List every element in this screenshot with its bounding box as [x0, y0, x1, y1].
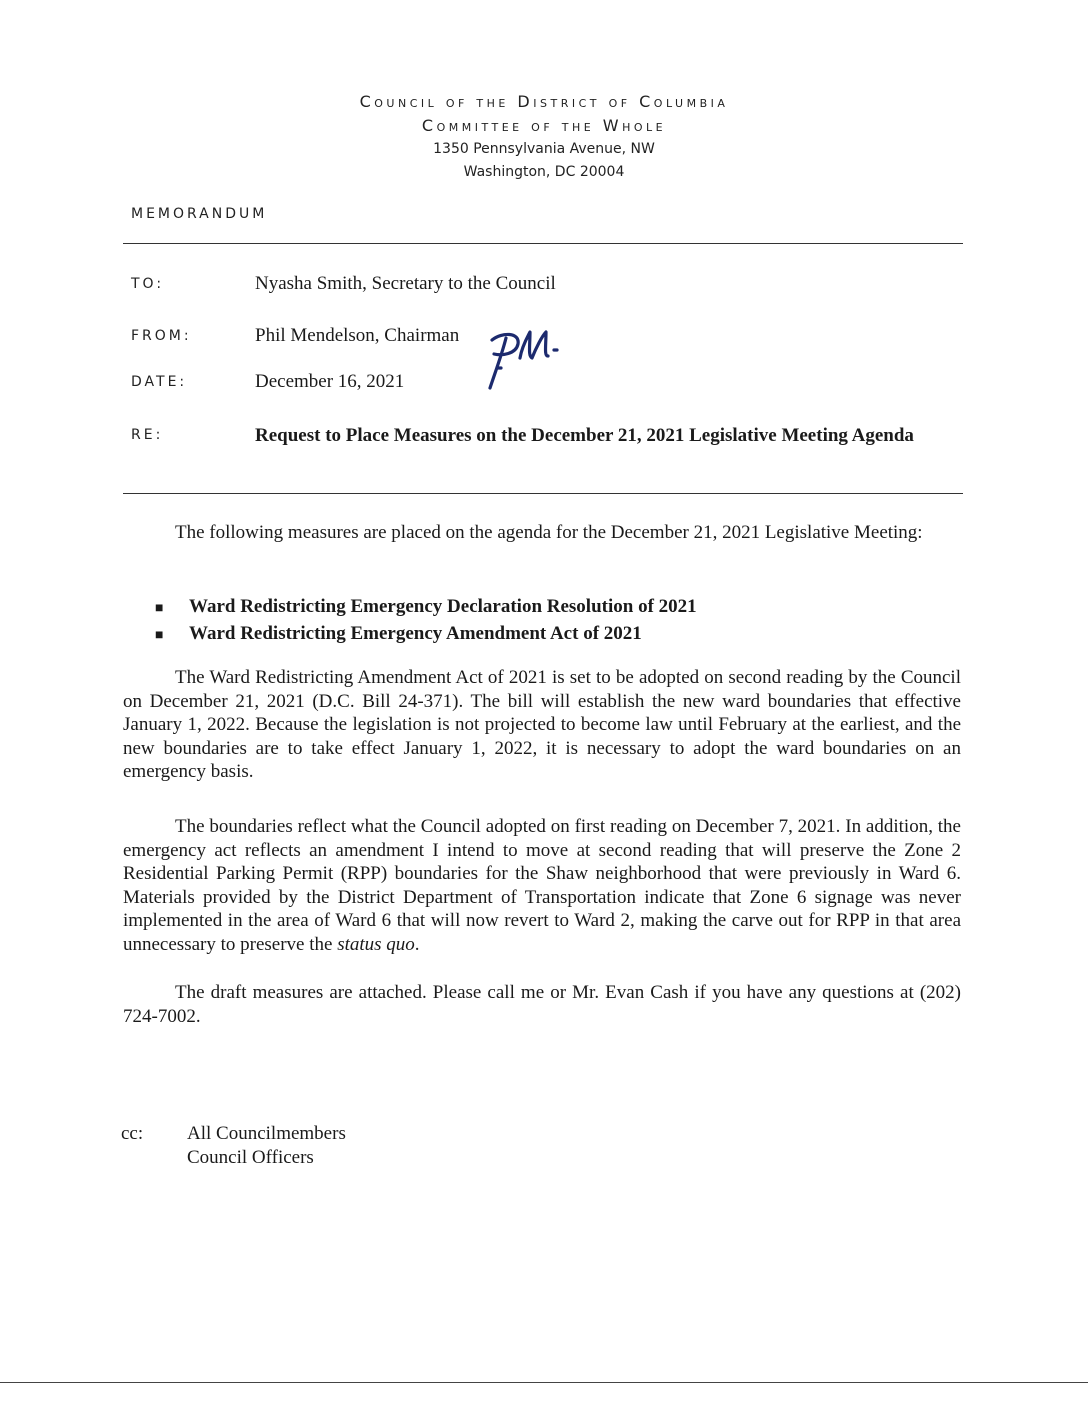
signature-icon — [462, 318, 572, 398]
cc-recipient-2: Council Officers — [187, 1147, 314, 1168]
from-value: Phil Mendelson, Chairman — [255, 325, 460, 346]
memorandum-label: MEMORANDUM — [131, 206, 268, 222]
page-bottom-rule — [0, 1382, 1088, 1383]
paragraph-3 — [123, 815, 961, 956]
intro-text: The following measures are placed on the agenda for the December 21, 2021 Legislative Meeting: — [175, 522, 923, 543]
bullet-icon: ■ — [155, 628, 164, 643]
address-line-2: Washington, DC 20004 — [463, 164, 625, 180]
re-value: Request to Place Measures on the December 21, 2021 Legislative Meeting Agenda — [255, 425, 914, 446]
to-value: Nyasha Smith, Secretary to the Council — [255, 273, 556, 294]
to-label: TO: — [131, 276, 165, 292]
letterhead — [0, 90, 1088, 184]
address-line-1: 1350 Pennsylvania Avenue, NW — [433, 141, 655, 157]
cc-label: cc: — [121, 1123, 144, 1144]
paragraph-2 — [123, 666, 961, 784]
cc-block — [121, 1122, 346, 1170]
date-value: December 16, 2021 — [255, 371, 405, 392]
list-item — [155, 621, 697, 648]
header-bottom-rule — [123, 493, 963, 494]
measure-2: Ward Redistricting Emergency Amendment Act of 2021 — [189, 623, 642, 644]
paragraph-3-text: The boundaries reflect what the Council adopted on first reading on December 7, 2021. In addition, the emergency act reflects an amendment I intend to move at second reading that will preserve the Zone 2 Residential Parking Permit (RPP) boundaries for the Shaw neighborhood that were previously in Ward 6. Materials provided by the District Department of Transportation indicate that Zone 6 signage was never implemented in the area of Ward 6 that will now revert to Ward 2, making the carve out for RPP in that area unnecessary to preserve the — [123, 816, 961, 955]
date-label: DATE: — [131, 374, 188, 390]
cc-recipient-1: All Councilmembers — [187, 1123, 346, 1144]
paragraph-4 — [123, 981, 961, 1028]
council-name: Council of the District of Columbia — [359, 92, 729, 111]
committee-name: Committee of the Whole — [421, 116, 667, 135]
paragraph-2-text: The Ward Redistricting Amendment Act of 2021 is set to be adopted on second reading by the Council on December 21, 2021 (D.C. Bill 24-371). The bill will establish the new ward boundaries that effective January 1, 2022. Because the legislation is not projected to become law until February at the earliest, and the new boundaries are to take effect January 1, 2022, it is necessary to adopt the ward boundaries on an emergency basis. — [123, 667, 961, 782]
measure-1: Ward Redistricting Emergency Declaration Resolution of 2021 — [189, 596, 697, 617]
paragraph-3-end: . — [414, 933, 420, 955]
header-top-rule — [123, 243, 963, 244]
status-quo-italic: status quo — [337, 933, 415, 955]
bullet-icon: ■ — [155, 601, 164, 616]
list-item — [155, 594, 697, 621]
re-label: RE: — [131, 427, 164, 443]
from-label: FROM: — [131, 328, 192, 344]
intro-paragraph — [123, 521, 961, 545]
measures-list — [155, 594, 697, 648]
paragraph-4-text: The draft measures are attached. Please call me or Mr. Evan Cash if you have any questions at (202) 724-7002. — [123, 982, 961, 1027]
